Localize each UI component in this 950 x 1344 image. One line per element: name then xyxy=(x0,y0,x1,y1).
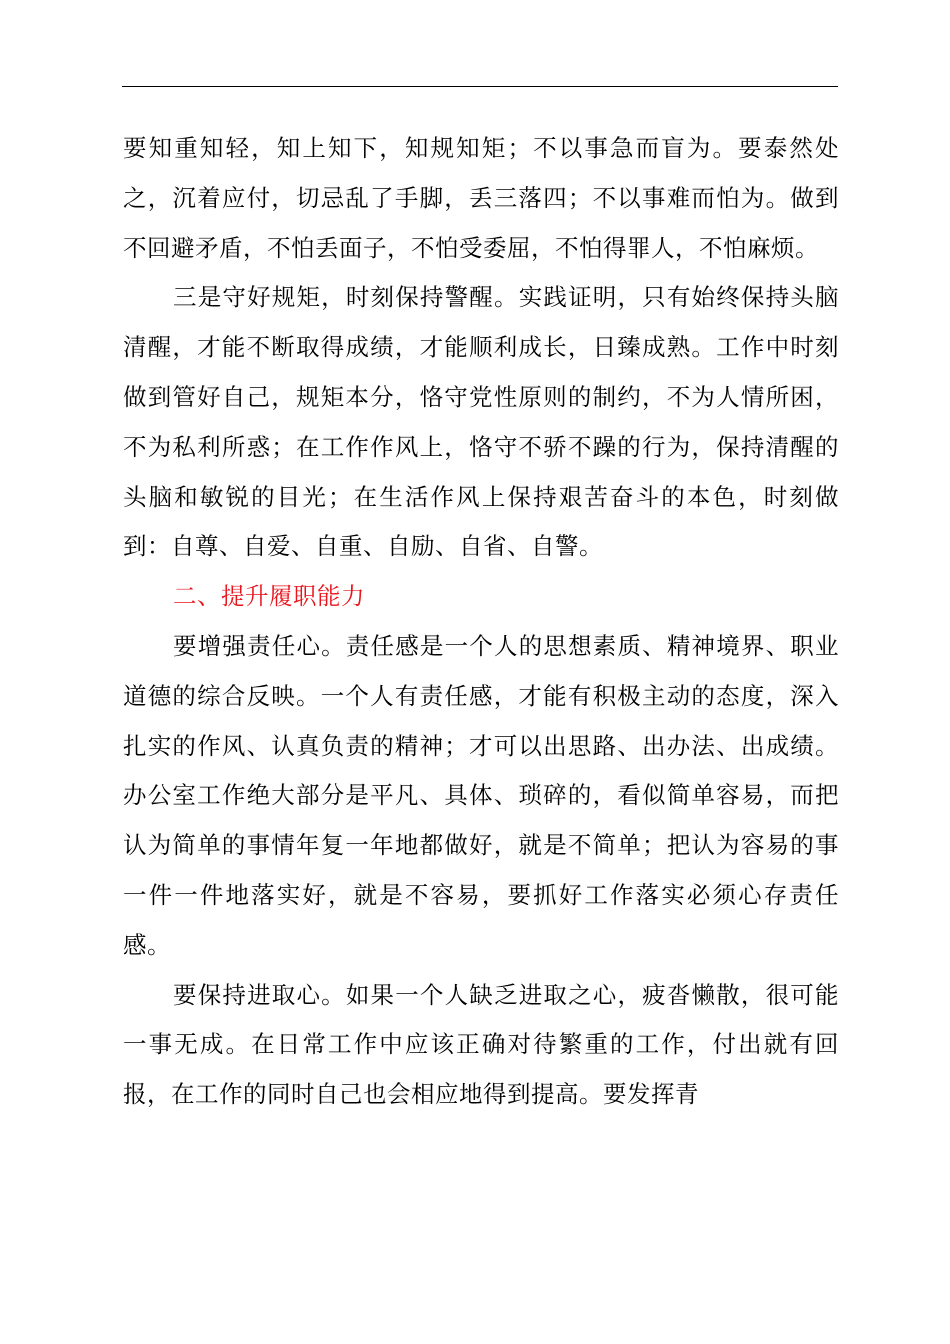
body-paragraph-responsibility: 要增强责任心。责任感是一个人的思想素质、精神境界、职业道德的综合反映。一个人有责任感，才能有积极主动的态度，深入扎实的作风、认真负责的精神；才可以出思路、出办法、出成绩。办公室工作绝大部分是平凡、具体、琐碎的，看似简单容易，而把认为简单的事情年复一年地都做好，就是不简单；把认为容易的事一件一件地落实好，就是不容易，要抓好工作落实必须心存责任感。 xyxy=(123,631,839,959)
section-heading: 二、提升履职能力 xyxy=(173,582,365,611)
header-divider xyxy=(122,86,838,87)
body-paragraph-continuation: 要知重知轻，知上知下，知规知矩；不以事急而盲为。要泰然处之，沉着应付，切忌乱了手脚，丢三落四；不以事难而怕为。做到不回避矛盾，不怕丢面子，不怕受委屈，不怕得罪人，不怕麻烦。 xyxy=(123,134,839,262)
body-paragraph-enterprise: 要保持进取心。如果一个人缺乏进取之心，疲沓懒散，很可能一事无成。在日常工作中应该正确对待繁重的工作，付出就有回报，在工作的同时自己也会相应地得到提高。要发挥青 xyxy=(123,980,839,1109)
body-paragraph-rules: 三是守好规矩，时刻保持警醒。实践证明，只有始终保持头脑清醒，才能不断取得成绩，才能顺利成长，日臻成熟。工作中时刻做到管好自己，规矩本分，恪守党性原则的制约，不为人情所困，不为私利所惑；在工作作风上，恪守不骄不躁的行为，保持清醒的头脑和敏锐的目光；在生活作风上保持艰苦奋斗的本色，时刻做到：自尊、自爱、自重、自励、自省、自警。 xyxy=(123,283,839,561)
document-body xyxy=(123,124,839,1120)
